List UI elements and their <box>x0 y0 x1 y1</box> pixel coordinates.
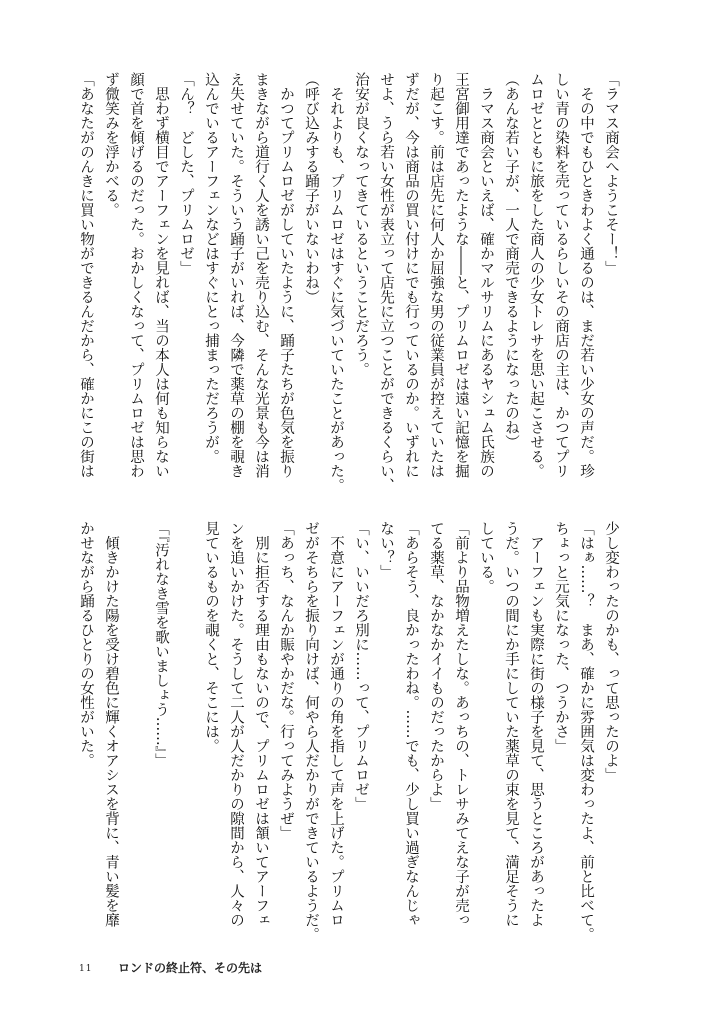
text-line: 別に拒否する理由もないので、プリムロゼは頷いてアーフェ <box>253 521 269 927</box>
text-line: （あんな若い子が、一人で商売できるようになったのね） <box>503 72 519 449</box>
blank-line <box>123 521 148 927</box>
text-line: うだ。いつの間にか手にしていた薬草の束を見て、満足そうに <box>503 521 519 927</box>
text-line: 「『汚れなき雪を歌いましょう……』」 <box>153 521 169 768</box>
text-line: 傾きかけた陽を受け碧色に輝くオアシスを背に、青い髪を靡 <box>103 521 119 927</box>
text-line: その中でもひときわよく通るのは、まだ若い少女の声だ。珍 <box>578 72 594 478</box>
text-line: せよ、うら若い女性が表立って店先に立つことができるくらい、 <box>378 72 394 493</box>
text-line: 少し変わったのかも、って思ったのよ」 <box>603 521 619 782</box>
text-line: 「はぁ……？ まあ、確かに雰囲気は変わったよ、前と比べて。 <box>578 521 594 942</box>
text-line: ムロゼとともに旅をした商人の少女トレサを思い起こさせる。 <box>528 72 544 478</box>
page-number: 11 <box>79 964 93 974</box>
text-line: 思わず横目でアーフェンを見れば、当の本人は何も知らない <box>153 72 169 478</box>
text-line: 顔で首を傾げるのだった。おかしくなって、プリムロゼは思わ <box>128 72 144 478</box>
text-line: ずだが、今は商品の買い付けにでも行っているのか。いずれに <box>403 72 419 478</box>
text-line: まきながら道行く人を誘い己を売り込む、そんな光景も今は消 <box>253 72 269 478</box>
text-line: り起こす。前は店先に何人か屈強な男の従業員が控えていたは <box>428 72 444 478</box>
text-line: ず微笑みを浮かべる。 <box>103 72 119 217</box>
text-line: え失せていた。そういう踊子がいれば、今隣で薬草の棚を覗き <box>228 72 244 478</box>
text-line: かつてプリムロゼがしていたように、踊子たちが色気を振り <box>278 72 294 478</box>
text-line: 王宮御用達であったような――と、プリムロゼは遠い記憶を掘 <box>453 72 469 478</box>
text-line: しい青の染料を売っているらしいその商店の主は、かつてプリ <box>553 72 569 478</box>
text-line: 不意にアーフェンが通りの角を指して声を上げた。プリムロ <box>328 521 344 927</box>
text-line: てる薬草、なかなかイイものだったからよ」 <box>428 521 444 811</box>
text-line: 「あっち、なんか賑やかだな。行ってみようぜ」 <box>278 521 294 840</box>
text-line: 「ん？ どした、プリムロゼ」 <box>178 72 194 275</box>
text-line: かせながら踊るひとりの女性がいた。 <box>78 521 94 768</box>
text-line: （呼び込みする踊子がいないわね） <box>303 72 319 304</box>
text-line: アーフェンも実際に街の様子を見て、思うところがあったよ <box>528 521 544 927</box>
text-line: ンを追いかけた。そうして二人が人だかりの隙間から、人々の <box>228 521 244 927</box>
text-line: ラマス商会といえば、確かマルサリムにあるヤシュム氏族の <box>478 72 494 478</box>
text-line: 「あらそう、良かったわね。……でも、少し買い過ぎなんじゃ <box>403 521 419 927</box>
text-line: ない？」 <box>378 521 394 579</box>
text-line: している。 <box>478 521 494 594</box>
text-line: 「ラマス商会へようこそー！」 <box>603 72 619 275</box>
text-line: ゼがそちらを振り向けば、何やら人だかりができているようだ。 <box>303 521 319 942</box>
text-line: それよりも、プリムロゼはすぐに気づいていたことがあった。 <box>328 72 344 493</box>
text-line: 込んでいるアーフェンなどはすぐにとっ捕まっただろうが。 <box>203 72 219 464</box>
running-title: ロンドの終止符、その先は <box>118 961 263 975</box>
blank-line <box>173 521 198 927</box>
text-line: 治安が良くなってきているということだろう。 <box>353 72 369 377</box>
text-line: 「前より品物増えたしな。あっちの、トレサみてえな子が売っ <box>453 521 469 927</box>
text-line: 見ているものを覗くと、そこには。 <box>203 521 219 753</box>
lower-text-block <box>73 521 623 942</box>
text-line: 「あなたがのんきに買い物ができるんだから、確かにこの街は <box>78 72 94 478</box>
text-line: 「い、いいだろ別に……って、プリムロゼ」 <box>353 521 369 811</box>
text-line: ちょっと元気になった、つうかさ」 <box>553 521 569 753</box>
upper-text-block <box>73 72 623 493</box>
